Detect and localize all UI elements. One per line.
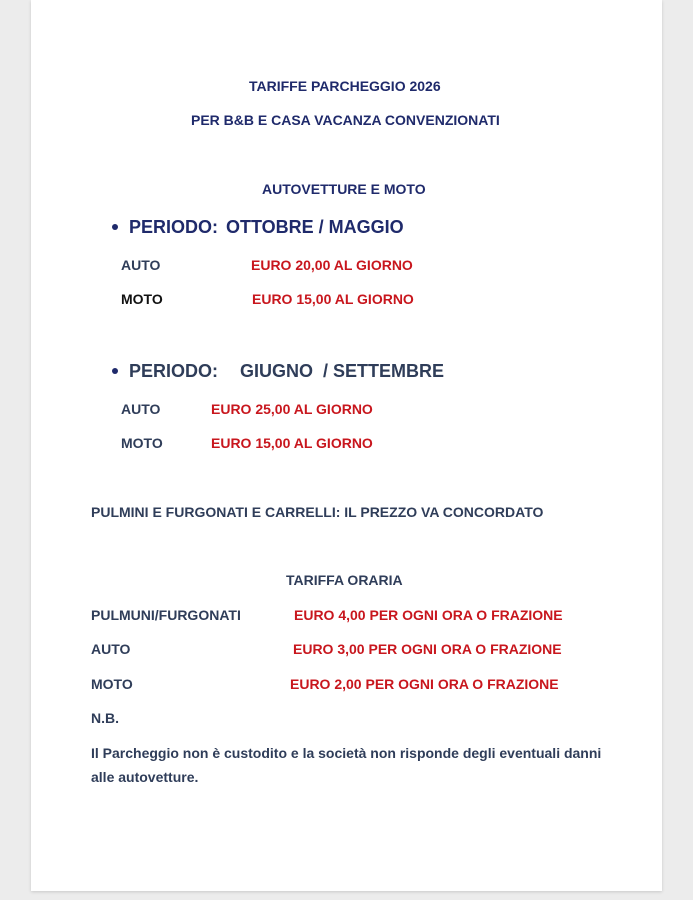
period-2-row-1-vehicle: AUTO: [121, 401, 161, 417]
disclaimer-text: Il Parcheggio non è custodito e la società non risponde degli eventuali danni alle autovetture.: [91, 745, 602, 785]
nb-label: N.B.: [91, 710, 119, 726]
vans-note: PULMINI E FURGONATI E CARRELLI: IL PREZZO VA CONCORDATO: [91, 504, 544, 520]
hourly-row-2-price: EURO 3,00 PER OGNI ORA O FRAZIONE: [293, 641, 562, 657]
period-1-row-1-price: EURO 20,00 AL GIORNO: [251, 257, 413, 273]
hourly-row-3-price: EURO 2,00 PER OGNI ORA O FRAZIONE: [290, 676, 559, 692]
period-2-row-2-price: EURO 15,00 AL GIORNO: [211, 435, 373, 451]
hourly-row-3-vehicle: MOTO: [91, 676, 133, 692]
period-1-row-1-vehicle: AUTO: [121, 257, 161, 273]
section-heading-vehicles: AUTOVETTURE E MOTO: [262, 181, 426, 197]
bullet-icon: [112, 368, 118, 374]
hourly-heading: TARIFFA ORARIA: [286, 572, 403, 588]
hourly-row-2-vehicle: AUTO: [91, 641, 131, 657]
hourly-row-1-price: EURO 4,00 PER OGNI ORA O FRAZIONE: [294, 607, 563, 623]
period-2-label: PERIODO:: [129, 361, 219, 381]
period-1-label: PERIODO:: [129, 217, 219, 237]
period-2-row-2-vehicle: MOTO: [121, 435, 163, 451]
period-2-row-1-price: EURO 25,00 AL GIORNO: [211, 401, 373, 417]
bullet-icon: [112, 224, 118, 230]
document-title: TARIFFE PARCHEGGIO 2026: [249, 78, 441, 94]
period-1-row-2-vehicle: MOTO: [121, 291, 163, 307]
document-subtitle: PER B&B E CASA VACANZA CONVENZIONATI: [191, 112, 500, 128]
period-1-months: OTTOBRE / MAGGIO: [226, 217, 404, 237]
period-1-row-2-price: EURO 15,00 AL GIORNO: [252, 291, 414, 307]
period-2-months: GIUGNO / SETTEMBRE: [240, 361, 445, 381]
hourly-row-1-vehicle: PULMUNI/FURGONATI: [91, 607, 241, 623]
